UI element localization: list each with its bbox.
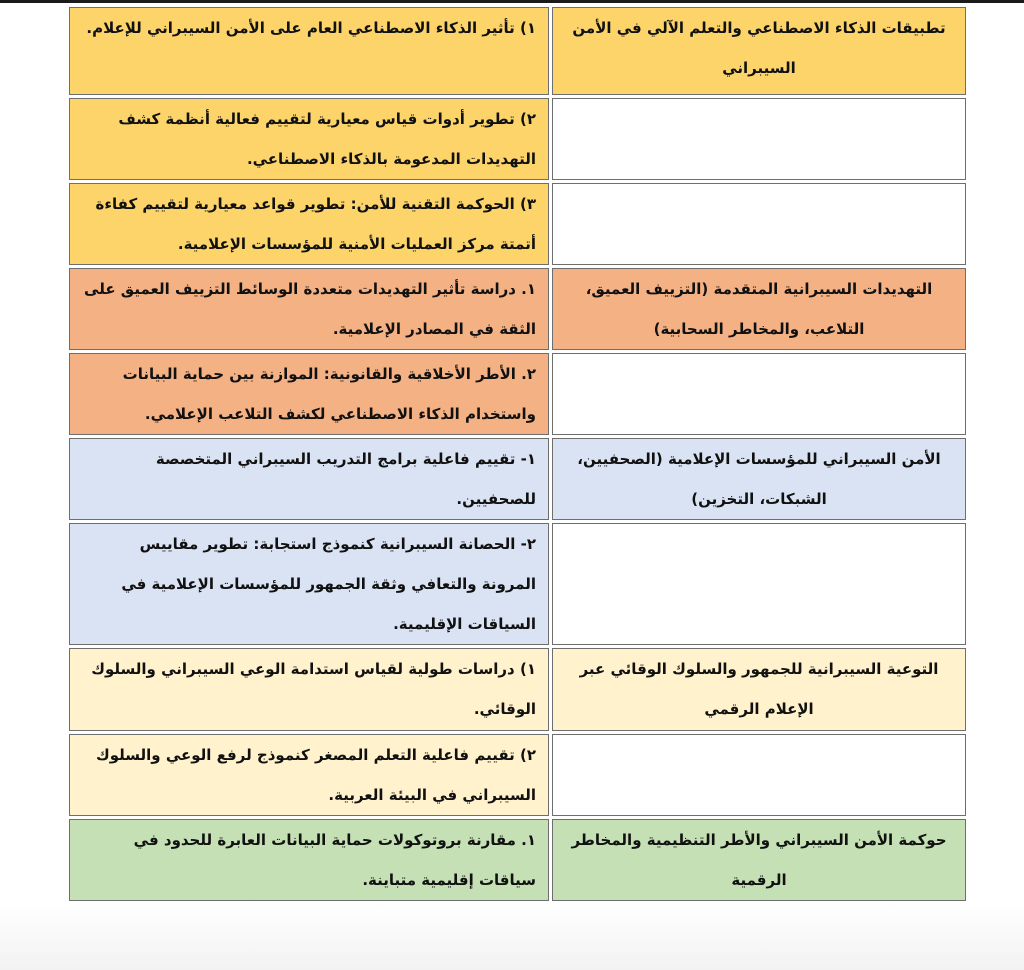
research-item-cell: ٢- الحصانة السيبرانية كنموذج استجابة: تطوير مقاييس المرونة والتعافي وثقة الجمهور للمؤسسات الإعلامية في السياقات الإقليمية.: [69, 523, 549, 645]
table-row: [69, 438, 966, 520]
topic-cell-empty: [552, 523, 966, 645]
table-row: [69, 819, 966, 901]
page-bottom-margin: [0, 902, 1024, 970]
table-row: [69, 523, 966, 645]
topic-cell: الأمن السيبراني للمؤسسات الإعلامية (الصحفيين، الشبكات، التخزين): [552, 438, 966, 520]
topic-cell-empty: [552, 734, 966, 816]
research-item-cell: ١) دراسات طولية لقياس استدامة الوعي السيبراني والسلوك الوقائي.: [69, 648, 549, 731]
research-item-cell: ١. دراسة تأثير التهديدات متعددة الوسائط التزييف العميق على الثقة في المصادر الإعلامية.: [69, 268, 549, 350]
topic-cell: تطبيقات الذكاء الاصطناعي والتعلم الآلي في الأمن السيبراني: [552, 7, 966, 95]
topic-cell-empty: [552, 98, 966, 180]
research-item-cell: ٢. الأطر الأخلاقية والقانونية: الموازنة بين حماية البيانات واستخدام الذكاء الاصطناعي لكشف التلاعب الإعلامي.: [69, 353, 549, 435]
topic-cell: حوكمة الأمن السيبراني والأطر التنظيمية والمخاطر الرقمية: [552, 819, 966, 901]
research-item-cell: ٣) الحوكمة التقنية للأمن: تطوير قواعد معيارية لتقييم كفاءة أتمتة مركز العمليات الأمنية للمؤسسات الإعلامية.: [69, 183, 549, 265]
topic-cell-empty: [552, 353, 966, 435]
topic-cell-empty: [552, 183, 966, 265]
table-row: [69, 648, 966, 731]
table-row: [69, 268, 966, 350]
research-item-cell: ١. مقارنة بروتوكولات حماية البيانات العابرة للحدود في سياقات إقليمية متباينة.: [69, 819, 549, 901]
table-row: [69, 734, 966, 816]
top-border-line: [0, 0, 1024, 3]
topic-cell: التوعية السيبرانية للجمهور والسلوك الوقائي عبر الإعلام الرقمي: [552, 648, 966, 731]
research-item-cell: ١- تقييم فاعلية برامج التدريب السيبراني المتخصصة للصحفيين.: [69, 438, 549, 520]
research-item-cell: ٢) تقييم فاعلية التعلم المصغر كنموذج لرفع الوعي والسلوك السيبراني في البيئة العربية.: [69, 734, 549, 816]
table-row: [69, 353, 966, 435]
topic-cell: التهديدات السيبرانية المتقدمة (التزييف العميق، التلاعب، والمخاطر السحابية): [552, 268, 966, 350]
table-row: [69, 98, 966, 180]
research-item-cell: ١) تأثير الذكاء الاصطناعي العام على الأمن السيبراني للإعلام.: [69, 7, 549, 95]
research-item-cell: ٢) تطوير أدوات قياس معيارية لتقييم فعالية أنظمة كشف التهديدات المدعومة بالذكاء الاصطناعي.: [69, 98, 549, 180]
table-row: [69, 183, 966, 265]
table-row: [69, 7, 966, 95]
research-topics-table: [66, 4, 969, 904]
